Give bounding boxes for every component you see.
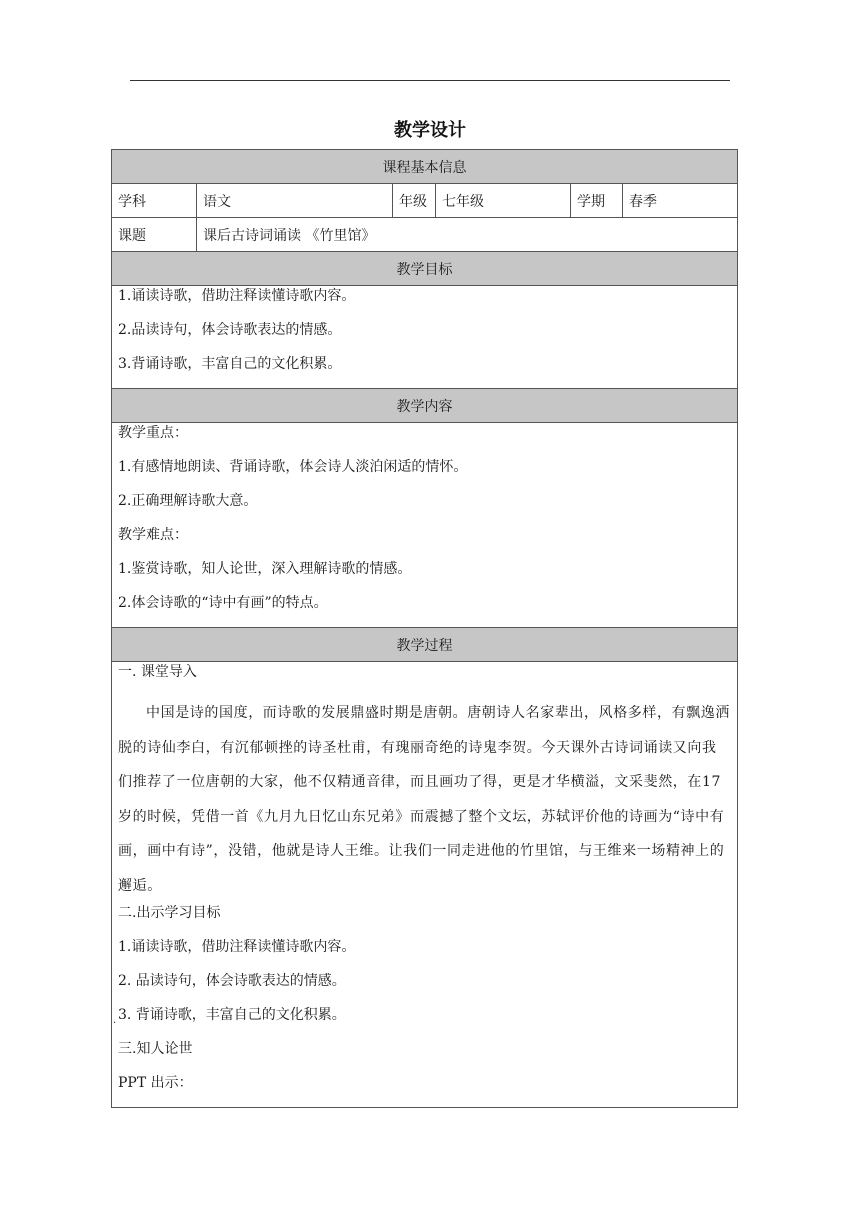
topic-value: 课后古诗词诵读 《竹里馆》 [197,218,738,252]
objectives-row [112,286,738,389]
content-header: 教学内容 [112,389,738,423]
topic-row [112,218,738,252]
header-rule [130,80,730,81]
basic-info-header: 课程基本信息 [112,150,738,184]
grade-label: 年级 [393,184,436,218]
content-cell [112,423,738,628]
process-header-row [112,628,738,662]
goal-item-text: 3. 背诵诗歌，丰富自己的文化积累。 [118,1007,346,1023]
margin-mark: · [113,1018,117,1029]
term-value: 春季 [623,184,738,218]
subject-label: 学科 [112,184,197,218]
objective-item: 2.品读诗句，体会诗歌表达的情感。 [118,322,342,338]
objective-item: 3.背诵诗歌，丰富自己的文化积累。 [118,356,342,372]
ppt-label: PPT 出示： [118,1075,193,1091]
grade-value: 七年级 [436,184,571,218]
content-header-row [112,389,738,423]
objective-item: 1.诵读诗歌，借助注释读懂诗歌内容。 [118,288,356,304]
difficult-point-item: 2.体会诗歌的“诗中有画”的特点。 [118,595,328,611]
key-point-item: 2.正确理解诗歌大意。 [118,493,258,509]
process-row [112,662,738,1108]
section-title: 一. 课堂导入 [118,664,197,680]
document-title: 教学设计 [394,120,466,141]
objectives-header: 教学目标 [112,252,738,286]
goal-item [113,1005,731,1039]
key-point-item: 1.有感情地朗读、背诵诗歌，体会诗人淡泊闲适的情怀。 [118,459,468,475]
content-row [112,423,738,628]
section-title: 三.知人论世 [118,1041,193,1057]
difficult-point-item: 1.鉴赏诗歌，知人论世，深入理解诗歌的情感。 [118,561,412,577]
process-header: 教学过程 [112,628,738,662]
subject-value: 语文 [197,184,393,218]
difficult-points-label: 教学难点： [118,527,188,543]
goal-item: 1.诵读诗歌，借助注释读懂诗歌内容。 [118,939,356,955]
section-title: 二.出示学习目标 [118,905,221,921]
objectives-header-row [112,252,738,286]
lesson-plan-table [111,149,738,1108]
objectives-cell [112,286,738,389]
basic-info-header-row [112,150,738,184]
intro-paragraph: 中国是诗的国度，而诗歌的发展鼎盛时期是唐朝。唐朝诗人名家辈出，风格多样，有飘逸洒脱的诗仙李白，有沉郁顿挫的诗圣杜甫，有瑰丽奇绝的诗鬼李贺。今天课外古诗词诵读又向我们推荐了一位唐朝的大家，他不仅精通音律，而且画功了得，更是才华横溢，文采斐然，在17岁的时候，凭借一首《九月九日忆山东兄弟》而震撼了整个文坛，苏轼评价他的诗画为“诗中有画，画中有诗”，没错，他就是诗人王维。让我们一同走进他的竹里馆，与王维来一场精神上的邂逅。 [118,705,730,894]
term-label: 学期 [571,184,623,218]
process-cell [112,662,738,1108]
topic-label: 课题 [112,218,197,252]
subject-row [112,184,738,218]
key-points-label: 教学重点： [118,425,188,441]
goal-item: 2. 品读诗句，体会诗歌表达的情感。 [118,973,346,989]
